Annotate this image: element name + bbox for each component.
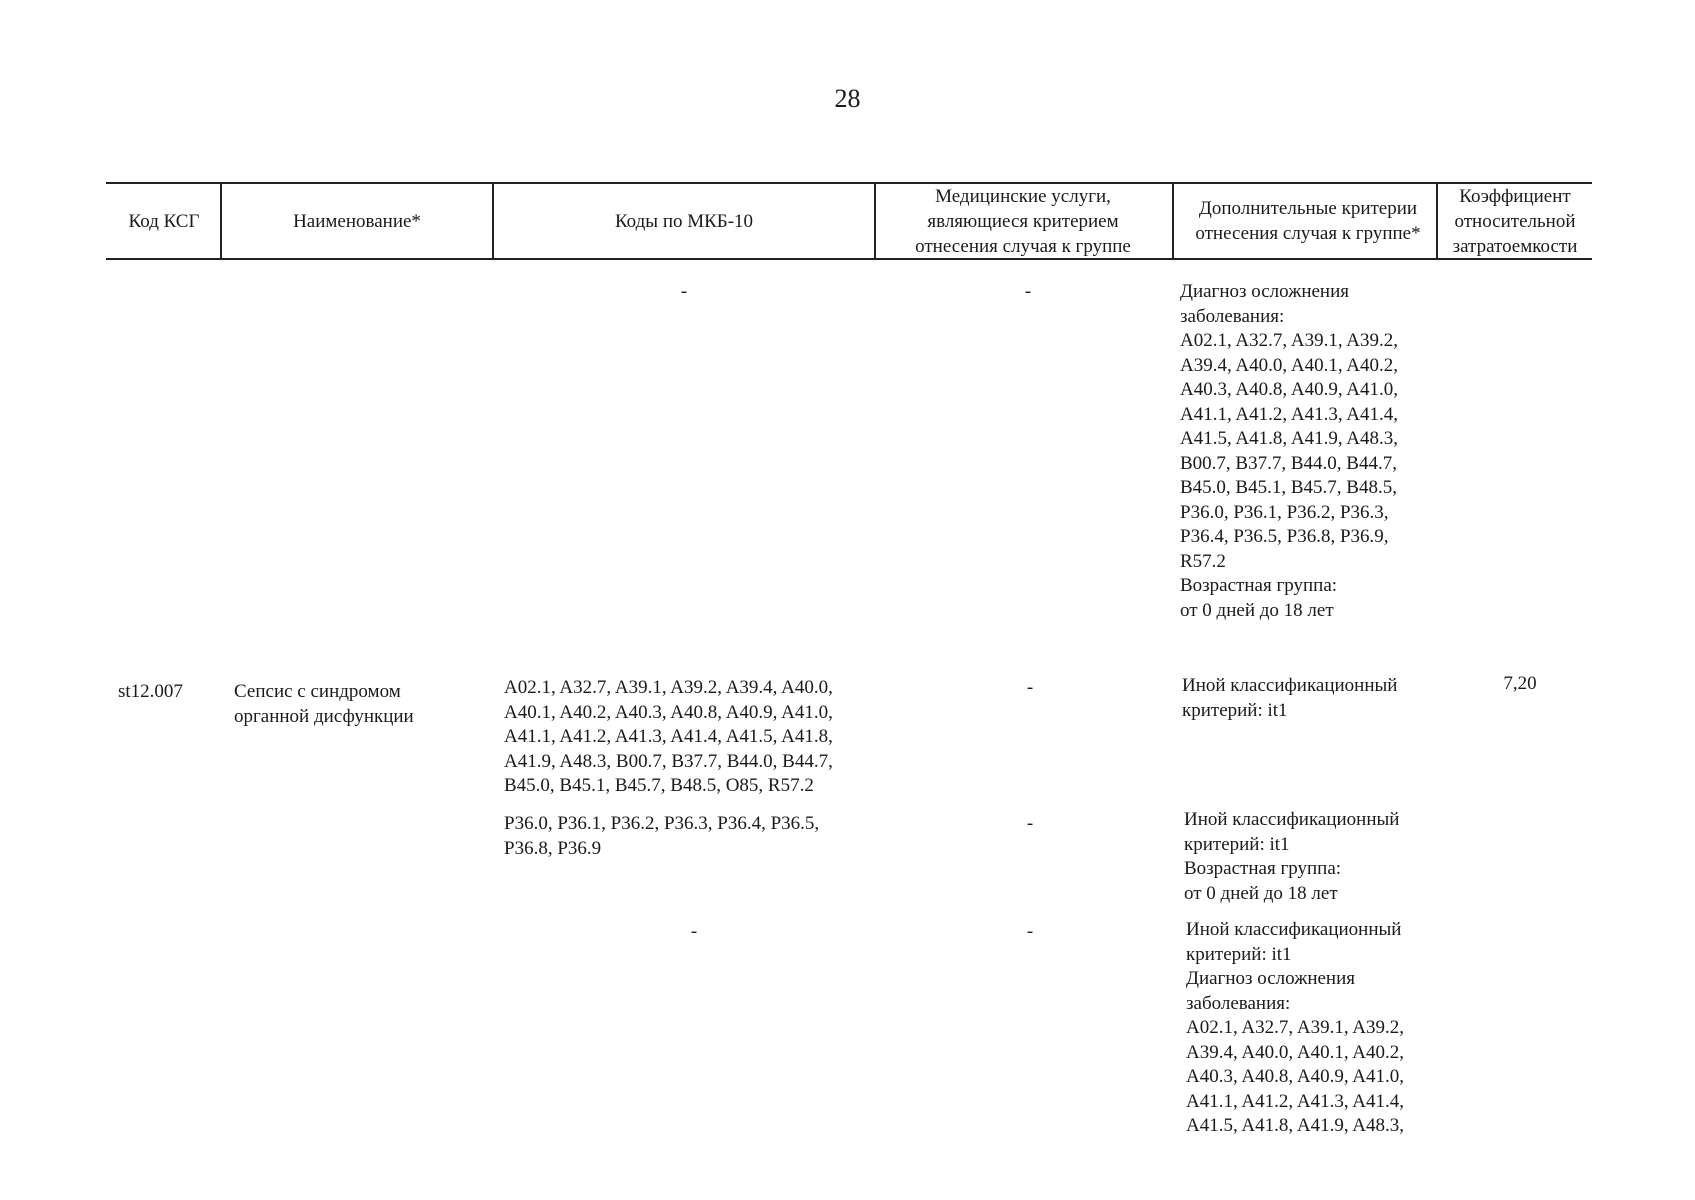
header-mkb: Коды по МКБ-10 xyxy=(614,210,754,232)
mkb-codes: - xyxy=(690,921,698,942)
header-divider xyxy=(1172,184,1174,258)
mkb-codes: - xyxy=(680,281,688,302)
header-services: Медицинские услуги, являющиеся критерием отнесения случая к группе xyxy=(915,185,1131,257)
header-bottom-rule xyxy=(106,258,1592,260)
header-name: Наименование* xyxy=(293,210,421,232)
header-criteria: Дополнительные критерии отнесения случая к группе* xyxy=(1195,198,1421,244)
mkb-codes: A02.1, A32.7, A39.1, A39.2, A39.4, A40.0, A40.1, A40.2, A40.3, A40.8, A40.9, A41.0, A41.1, A41.2, A41.3, A41.4, A41.5, A41.8, A41.9, A48.3, B00.7, B37.7, B44.0, B44.7, B45.0, B45.1, B45.7, B48.5, O85, R57.2 xyxy=(504,677,833,796)
header-divider xyxy=(874,184,876,258)
mkb-codes: P36.0, P36.1, P36.2, P36.3, P36.4, P36.5, P36.8, P36.9 xyxy=(504,813,820,859)
header-code: Код КСГ xyxy=(128,210,200,232)
medical-services: - xyxy=(1026,813,1034,834)
medical-services: - xyxy=(1026,677,1034,698)
additional-criteria: Иной классификационный критерий: it1 xyxy=(1182,675,1398,721)
medical-services: - xyxy=(1026,921,1034,942)
header-coefficient: Коэффициент относительной затратоемкости xyxy=(1452,185,1578,257)
additional-criteria: Иной классификационный критерий: it1 Возрастная группа: от 0 дней до 18 лет xyxy=(1184,809,1400,904)
header-divider xyxy=(1436,184,1438,258)
additional-criteria: Диагноз осложнения заболевания: A02.1, A32.7, A39.1, A39.2, A39.4, A40.0, A40.1, A40.2, A40.3, A40.8, A40.9, A41.0, A41.1, A41.2, A41.3, A41.4, A41.5, A41.8, A41.9, A48.3, B00.7, B37.7, B44.0, B44.7, B45.0, B45.1, B45.7, B48.5, P36.0, P36.1, P36.2, P36.3, P36.4, P36.5, P36.8, P36.9, R57.2 Возрастная группа: от 0 дней до 18 лет xyxy=(1180,281,1398,621)
relative-cost-coefficient: 7,20 xyxy=(1503,673,1537,694)
additional-criteria: Иной классификационный критерий: it1 Диагноз осложнения заболевания: A02.1, A32.7, A39.1, A39.2, A39.4, A40.0, A40.1, A40.2, A40.3, A40.8, A40.9, A41.0, A41.1, A41.2, A41.3, A41.4, A41.5, A41.8, A41.9, A48.3, xyxy=(1186,919,1404,1136)
ksg-name: Сепсис с синдромом органной дисфункции xyxy=(234,681,414,727)
page-number: 28 xyxy=(834,84,861,113)
medical-services: - xyxy=(1024,281,1032,302)
ksg-code: st12.007 xyxy=(118,681,183,702)
